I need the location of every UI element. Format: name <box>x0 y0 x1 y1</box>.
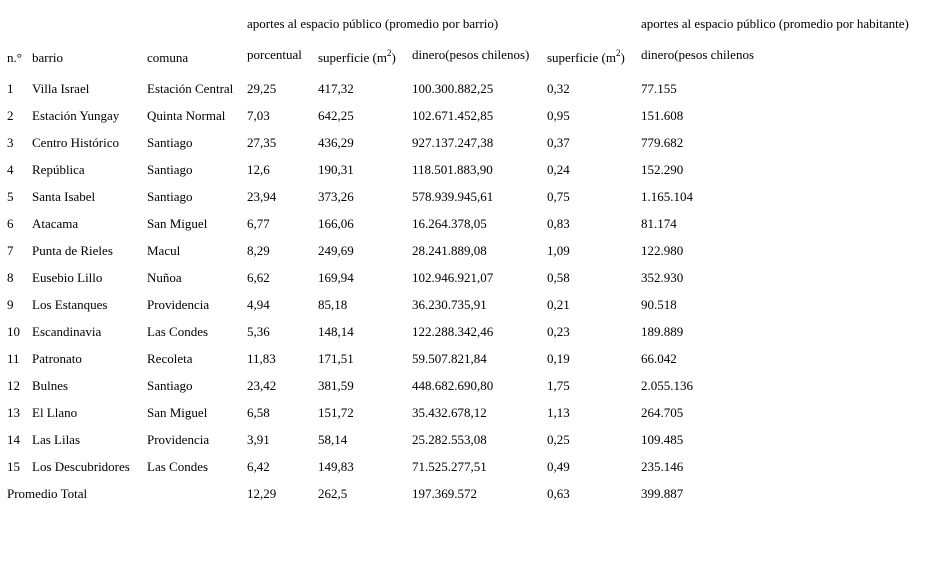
cell-porcentual: 6,42 <box>247 459 270 474</box>
cell-n: 2 <box>7 108 14 123</box>
cell-barrio: Estación Yungay <box>32 108 120 123</box>
column-header-row <box>3 32 933 69</box>
cell-n: 4 <box>7 162 14 177</box>
cell-superficie-hab: 0,83 <box>547 216 570 231</box>
empty-cell <box>28 4 143 32</box>
cell-superficie-hab: 0,21 <box>547 297 570 312</box>
table-row <box>3 69 933 96</box>
cell-superficie-hab: 0,58 <box>547 270 570 285</box>
table-row <box>3 420 933 447</box>
cell-porcentual: 6,62 <box>247 270 270 285</box>
total-dinero: 197.369.572 <box>412 486 477 501</box>
cell-superficie-hab: 0,95 <box>547 108 570 123</box>
superficie-hab-exponent: 2 <box>615 48 621 58</box>
cell-n: 11 <box>7 351 20 366</box>
cell-superficie: 190,31 <box>318 162 354 177</box>
cell-dinero: 927.137.247,38 <box>412 135 494 150</box>
cell-superficie: 169,94 <box>318 270 354 285</box>
cell-porcentual: 12,6 <box>247 162 270 177</box>
cell-barrio: Atacama <box>32 216 79 231</box>
cell-barrio: Patronato <box>32 351 82 366</box>
superficie-hab-close: ) <box>620 50 625 65</box>
cell-dinero-hab: 235.146 <box>641 459 684 474</box>
column-header-dinero: dinero(pesos chilenos) <box>412 47 530 62</box>
cell-dinero-hab: 352.930 <box>641 270 684 285</box>
cell-superficie: 381,59 <box>318 378 354 393</box>
cell-comuna: Santiago <box>147 162 193 177</box>
cell-porcentual: 23,94 <box>247 189 277 204</box>
cell-superficie-hab: 0,25 <box>547 432 570 447</box>
cell-dinero-hab: 90.518 <box>641 297 677 312</box>
table-row <box>3 150 933 177</box>
cell-dinero-hab: 2.055.136 <box>641 378 693 393</box>
cell-superficie-hab: 0,49 <box>547 459 570 474</box>
cell-comuna: Las Condes <box>147 324 209 339</box>
cell-dinero: 71.525.277,51 <box>412 459 487 474</box>
cell-barrio: Villa Israel <box>32 81 90 96</box>
cell-n: 9 <box>7 297 14 312</box>
cell-comuna: Santiago <box>147 378 193 393</box>
cell-barrio: Los Descubridores <box>32 459 130 474</box>
superficie-close: ) <box>391 50 396 65</box>
cell-barrio: Bulnes <box>32 378 69 393</box>
cell-superficie: 373,26 <box>318 189 354 204</box>
cell-superficie: 58,14 <box>318 432 348 447</box>
cell-n: 5 <box>7 189 14 204</box>
total-superficie-hab: 0,63 <box>547 486 570 501</box>
table-row <box>3 231 933 258</box>
table-row <box>3 96 933 123</box>
table-row <box>3 123 933 150</box>
cell-dinero-hab: 66.042 <box>641 351 677 366</box>
cell-superficie-hab: 1,75 <box>547 378 570 393</box>
column-header-porcentual: porcentual <box>247 47 302 62</box>
cell-porcentual: 29,25 <box>247 81 277 96</box>
cell-superficie-hab: 0,24 <box>547 162 570 177</box>
table-row <box>3 258 933 285</box>
empty-cell <box>3 4 28 32</box>
cell-comuna: Providencia <box>147 297 210 312</box>
cell-barrio: Santa Isabel <box>32 189 96 204</box>
cell-superficie: 151,72 <box>318 405 354 420</box>
cell-dinero-hab: 109.485 <box>641 432 684 447</box>
table-row <box>3 447 933 474</box>
cell-porcentual: 3,91 <box>247 432 270 447</box>
column-header-n: n.° <box>7 50 22 65</box>
column-header-comuna: comuna <box>147 50 189 65</box>
cell-barrio: Escandinavia <box>32 324 102 339</box>
cell-n: 13 <box>7 405 20 420</box>
column-header-barrio: barrio <box>32 50 64 65</box>
cell-comuna: Quinta Normal <box>147 108 226 123</box>
cell-n: 8 <box>7 270 14 285</box>
cell-dinero-hab: 151.608 <box>641 108 684 123</box>
total-dinero-hab: 399.887 <box>641 486 684 501</box>
empty-cell <box>543 4 637 32</box>
cell-comuna: San Miguel <box>147 405 208 420</box>
cell-superficie: 436,29 <box>318 135 354 150</box>
cell-dinero-hab: 122.980 <box>641 243 684 258</box>
cell-comuna: Providencia <box>147 432 210 447</box>
cell-comuna: Estación Central <box>147 81 234 96</box>
empty-cell <box>143 4 243 32</box>
cell-comuna: Nuñoa <box>147 270 182 285</box>
cell-barrio: Eusebio Lillo <box>32 270 103 285</box>
group-header-row <box>3 4 933 32</box>
cell-dinero: 102.671.452,85 <box>412 108 494 123</box>
column-header-dinero-hab: dinero(pesos chilenos <box>641 47 755 62</box>
cell-n: 1 <box>7 81 14 96</box>
cell-dinero: 100.300.882,25 <box>412 81 494 96</box>
cell-porcentual: 6,77 <box>247 216 270 231</box>
table-row <box>3 285 933 312</box>
table-row <box>3 393 933 420</box>
table-row <box>3 312 933 339</box>
cell-comuna: Las Condes <box>147 459 209 474</box>
group-header-por-barrio: aportes al espacio público (promedio por barrio) <box>247 16 499 31</box>
cell-superficie-hab: 0,23 <box>547 324 570 339</box>
cell-dinero-hab: 81.174 <box>641 216 677 231</box>
superficie-label: superficie (m <box>318 50 387 65</box>
cell-dinero-hab: 152.290 <box>641 162 684 177</box>
table-row <box>3 177 933 204</box>
cell-superficie-hab: 0,32 <box>547 81 570 96</box>
cell-porcentual: 27,35 <box>247 135 277 150</box>
public-space-contributions-table <box>3 4 933 501</box>
cell-superficie: 166,06 <box>318 216 354 231</box>
cell-n: 3 <box>7 135 14 150</box>
cell-comuna: Santiago <box>147 135 193 150</box>
cell-superficie-hab: 0,37 <box>547 135 570 150</box>
superficie-hab-label: superficie (m <box>547 50 616 65</box>
cell-dinero: 448.682.690,80 <box>412 378 494 393</box>
cell-barrio: Punta de Rieles <box>32 243 113 258</box>
cell-dinero-hab: 77.155 <box>641 81 677 96</box>
group-header-por-habitante: aportes al espacio público (promedio por habitante) <box>641 16 909 31</box>
cell-dinero: 59.507.821,84 <box>412 351 487 366</box>
cell-superficie: 148,14 <box>318 324 354 339</box>
cell-dinero-hab: 1.165.104 <box>641 189 693 204</box>
total-label: Promedio Total <box>7 486 88 501</box>
cell-superficie: 171,51 <box>318 351 354 366</box>
cell-superficie-hab: 0,75 <box>547 189 570 204</box>
cell-porcentual: 6,58 <box>247 405 270 420</box>
cell-n: 7 <box>7 243 14 258</box>
cell-porcentual: 23,42 <box>247 378 277 393</box>
cell-porcentual: 5,36 <box>247 324 270 339</box>
cell-dinero: 578.939.945,61 <box>412 189 494 204</box>
cell-superficie: 149,83 <box>318 459 354 474</box>
table-row <box>3 204 933 231</box>
cell-barrio: Centro Histórico <box>32 135 120 150</box>
cell-dinero: 35.432.678,12 <box>412 405 487 420</box>
cell-porcentual: 8,29 <box>247 243 270 258</box>
cell-dinero-hab: 779.682 <box>641 135 684 150</box>
cell-barrio: Los Estanques <box>32 297 108 312</box>
cell-porcentual: 7,03 <box>247 108 270 123</box>
cell-dinero: 25.282.553,08 <box>412 432 487 447</box>
cell-dinero-hab: 264.705 <box>641 405 684 420</box>
table-row <box>3 339 933 366</box>
table-row <box>3 366 933 393</box>
cell-dinero: 118.501.883,90 <box>412 162 493 177</box>
cell-n: 10 <box>7 324 20 339</box>
cell-n: 6 <box>7 216 14 231</box>
cell-dinero: 122.288.342,46 <box>412 324 494 339</box>
cell-n: 15 <box>7 459 20 474</box>
cell-dinero: 28.241.889,08 <box>412 243 487 258</box>
total-superficie: 262,5 <box>318 486 348 501</box>
cell-dinero: 16.264.378,05 <box>412 216 487 231</box>
cell-comuna: Recoleta <box>147 351 193 366</box>
cell-n: 14 <box>7 432 20 447</box>
cell-superficie: 249,69 <box>318 243 354 258</box>
table-body <box>3 4 933 501</box>
cell-barrio: El Llano <box>32 405 78 420</box>
cell-comuna: Macul <box>147 243 181 258</box>
cell-superficie-hab: 1,13 <box>547 405 570 420</box>
cell-dinero-hab: 189.889 <box>641 324 684 339</box>
cell-barrio: República <box>32 162 85 177</box>
cell-superficie-hab: 0,19 <box>547 351 570 366</box>
cell-superficie-hab: 1,09 <box>547 243 570 258</box>
cell-dinero: 102.946.921,07 <box>412 270 494 285</box>
column-header-superficie <box>314 32 408 69</box>
cell-superficie: 417,32 <box>318 81 354 96</box>
cell-porcentual: 11,83 <box>247 351 276 366</box>
cell-superficie: 642,25 <box>318 108 354 123</box>
cell-comuna: San Miguel <box>147 216 208 231</box>
cell-superficie: 85,18 <box>318 297 348 312</box>
cell-porcentual: 4,94 <box>247 297 270 312</box>
column-header-superficie-hab <box>543 32 637 69</box>
cell-dinero: 36.230.735,91 <box>412 297 487 312</box>
total-porcentual: 12,29 <box>247 486 277 501</box>
superficie-exponent: 2 <box>386 48 392 58</box>
cell-n: 12 <box>7 378 20 393</box>
cell-barrio: Las Lilas <box>32 432 81 447</box>
total-row <box>3 474 933 501</box>
cell-comuna: Santiago <box>147 189 193 204</box>
